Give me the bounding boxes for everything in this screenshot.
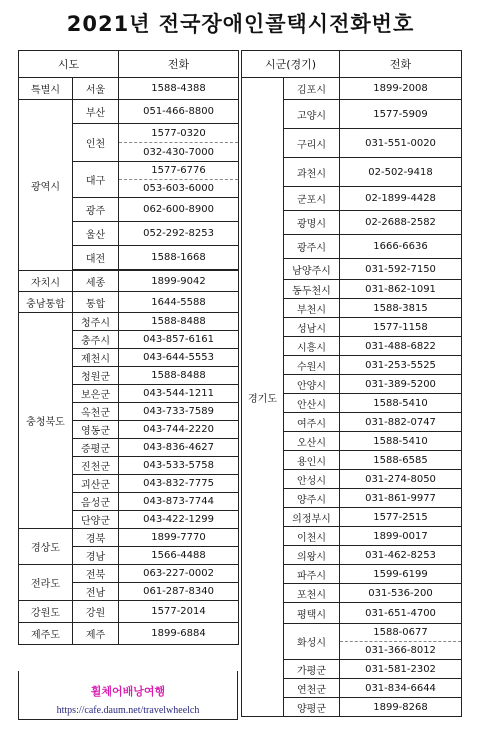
phone-number: 031-862-1091 <box>340 280 462 299</box>
group-label: 전라도 <box>19 565 73 601</box>
footer-credit <box>18 671 238 720</box>
region-name: 전남 <box>73 583 119 601</box>
phone-number: 063-227-0002 <box>119 565 239 583</box>
group-label: 광역시 <box>19 100 73 271</box>
page-title: 2021년 전국장애인콜택시전화번호 <box>66 12 415 36</box>
phone-number: 043-533-5758 <box>119 457 239 475</box>
city-name: 양주시 <box>284 489 340 508</box>
phone-number: 051-466-8800 <box>119 100 239 124</box>
phone-number: 043-744-2220 <box>119 421 239 439</box>
phone-number: 1899-6884 <box>119 623 239 645</box>
region-name: 부산 <box>73 100 119 124</box>
city-name: 안양시 <box>284 375 340 394</box>
phone-number: 1899-2008 <box>340 78 462 100</box>
phone-number: 031-488-6822 <box>340 337 462 356</box>
city-name: 광주시 <box>284 235 340 259</box>
region-name: 음성군 <box>73 493 119 511</box>
phone-number: 031-389-5200 <box>340 375 462 394</box>
phone-number: 053-603-6000 <box>119 180 239 198</box>
phone-number: 043-544-1211 <box>119 385 239 403</box>
phone-number: 1588-4388 <box>119 78 239 100</box>
region-name: 청주시 <box>73 313 119 331</box>
phone-number: 032-430-7000 <box>119 143 239 162</box>
phone-number: 1899-9042 <box>119 271 239 292</box>
region-name: 영동군 <box>73 421 119 439</box>
city-name: 용인시 <box>284 451 340 470</box>
phone-number: 1577-2014 <box>119 601 239 623</box>
phone-number: 043-733-7589 <box>119 403 239 421</box>
phone-number: 1577-5909 <box>340 100 462 129</box>
city-name: 포천시 <box>284 584 340 603</box>
region-name: 진천군 <box>73 457 119 475</box>
phone-number: 1566-4488 <box>119 547 239 565</box>
region-name: 단양군 <box>73 511 119 529</box>
group-label: 제주도 <box>19 623 73 645</box>
region-name: 통합 <box>73 292 119 313</box>
city-name: 수원시 <box>284 356 340 375</box>
region-name: 대전 <box>73 246 119 270</box>
right-phone-table <box>241 50 462 717</box>
city-name: 과천시 <box>284 158 340 187</box>
phone-number: 043-644-5553 <box>119 349 239 367</box>
city-name: 부천시 <box>284 299 340 318</box>
city-name: 여주시 <box>284 413 340 432</box>
group-label: 특별시 <box>19 78 73 100</box>
phone-number: 1577-0320 <box>119 124 239 143</box>
phone-number: 031-882-0747 <box>340 413 462 432</box>
city-name: 고양시 <box>284 100 340 129</box>
region-name: 대구 <box>73 162 119 198</box>
city-name: 이천시 <box>284 527 340 546</box>
city-name: 가평군 <box>284 660 340 679</box>
group-label: 강원도 <box>19 601 73 623</box>
city-name: 동두천시 <box>284 280 340 299</box>
phone-number: 1588-8488 <box>119 367 239 385</box>
phone-number: 1899-7770 <box>119 529 239 547</box>
region-name: 보은군 <box>73 385 119 403</box>
group-label: 충남통합 <box>19 292 73 313</box>
phone-number: 02-502-9418 <box>340 158 462 187</box>
phone-number: 1644-5588 <box>119 292 239 313</box>
phone-number: 1666-6636 <box>340 235 462 259</box>
region-name: 제주 <box>73 623 119 645</box>
group-label: 경기도 <box>242 78 284 717</box>
phone-number: 1899-8268 <box>340 698 462 717</box>
city-name: 군포시 <box>284 187 340 211</box>
phone-number: 052-292-8253 <box>119 222 239 246</box>
city-name: 화성시 <box>284 624 340 660</box>
city-name: 안성시 <box>284 470 340 489</box>
phone-number: 1899-0017 <box>340 527 462 546</box>
footer-url[interactable]: https://cafe.daum.net/travelwheelch <box>56 705 200 716</box>
header-phone2: 전화 <box>340 51 462 78</box>
city-name: 김포시 <box>284 78 340 100</box>
header-city: 시군(경기) <box>242 51 340 78</box>
city-name: 평택시 <box>284 603 340 624</box>
phone-number: 031-366-8012 <box>340 642 462 660</box>
left-phone-table <box>18 50 239 645</box>
region-name: 청원군 <box>73 367 119 385</box>
city-name: 파주시 <box>284 565 340 584</box>
phone-number: 031-592-7150 <box>340 259 462 280</box>
region-name: 충주시 <box>73 331 119 349</box>
region-name: 증평군 <box>73 439 119 457</box>
phone-number: 061-287-8340 <box>119 583 239 601</box>
region-name: 전북 <box>73 565 119 583</box>
region-name: 울산 <box>73 222 119 246</box>
phone-number: 031-536-200 <box>340 584 462 603</box>
city-name: 연천군 <box>284 679 340 698</box>
phone-number: 1588-5410 <box>340 394 462 413</box>
group-label: 충청북도 <box>19 313 73 529</box>
phone-number: 031-253-5525 <box>340 356 462 375</box>
phone-number: 1588-3815 <box>340 299 462 318</box>
region-name: 광주 <box>73 198 119 222</box>
city-name: 오산시 <box>284 432 340 451</box>
phone-number: 1577-2515 <box>340 508 462 527</box>
phone-number: 043-832-7775 <box>119 475 239 493</box>
phone-number: 031-834-6644 <box>340 679 462 698</box>
city-name: 성남시 <box>284 318 340 337</box>
phone-number: 043-422-1299 <box>119 511 239 529</box>
city-name: 시흥시 <box>284 337 340 356</box>
region-name: 세종 <box>73 271 119 292</box>
city-name: 광명시 <box>284 211 340 235</box>
phone-number: 031-551-0020 <box>340 129 462 158</box>
phone-number: 031-274-8050 <box>340 470 462 489</box>
phone-number: 062-600-8900 <box>119 198 239 222</box>
region-name: 제천시 <box>73 349 119 367</box>
city-name: 의정부시 <box>284 508 340 527</box>
city-name: 의왕시 <box>284 546 340 565</box>
region-name: 옥천군 <box>73 403 119 421</box>
region-name: 강원 <box>73 601 119 623</box>
phone-number: 1588-1668 <box>119 246 239 270</box>
region-name: 경북 <box>73 529 119 547</box>
group-label: 경상도 <box>19 529 73 565</box>
phone-number: 043-836-4627 <box>119 439 239 457</box>
city-name: 안산시 <box>284 394 340 413</box>
phone-number: 1588-8488 <box>119 313 239 331</box>
phone-number: 043-857-6161 <box>119 331 239 349</box>
header-phone: 전화 <box>119 51 239 78</box>
phone-number: 031-651-4700 <box>340 603 462 624</box>
city-name: 남양주시 <box>284 259 340 280</box>
phone-number: 031-861-9977 <box>340 489 462 508</box>
phone-number: 02-2688-2582 <box>340 211 462 235</box>
group-label: 자치시 <box>19 271 73 292</box>
phone-number: 1588-5410 <box>340 432 462 451</box>
phone-number: 1577-1158 <box>340 318 462 337</box>
region-name: 괴산군 <box>73 475 119 493</box>
phone-number: 1577-6776 <box>119 162 239 180</box>
phone-number: 1599-6199 <box>340 565 462 584</box>
header-region: 시도 <box>19 51 119 78</box>
phone-number: 1588-6585 <box>340 451 462 470</box>
city-name: 양평군 <box>284 698 340 717</box>
phone-number: 031-581-2302 <box>340 660 462 679</box>
footer-brand: 휠체어배낭여행 <box>90 685 166 698</box>
phone-number: 1588-0677 <box>340 624 462 642</box>
region-name: 인천 <box>73 124 119 162</box>
phone-number: 043-873-7744 <box>119 493 239 511</box>
phone-number: 031-462-8253 <box>340 546 462 565</box>
region-name: 경남 <box>73 547 119 565</box>
phone-number: 02-1899-4428 <box>340 187 462 211</box>
region-name: 서울 <box>73 78 119 100</box>
city-name: 구리시 <box>284 129 340 158</box>
